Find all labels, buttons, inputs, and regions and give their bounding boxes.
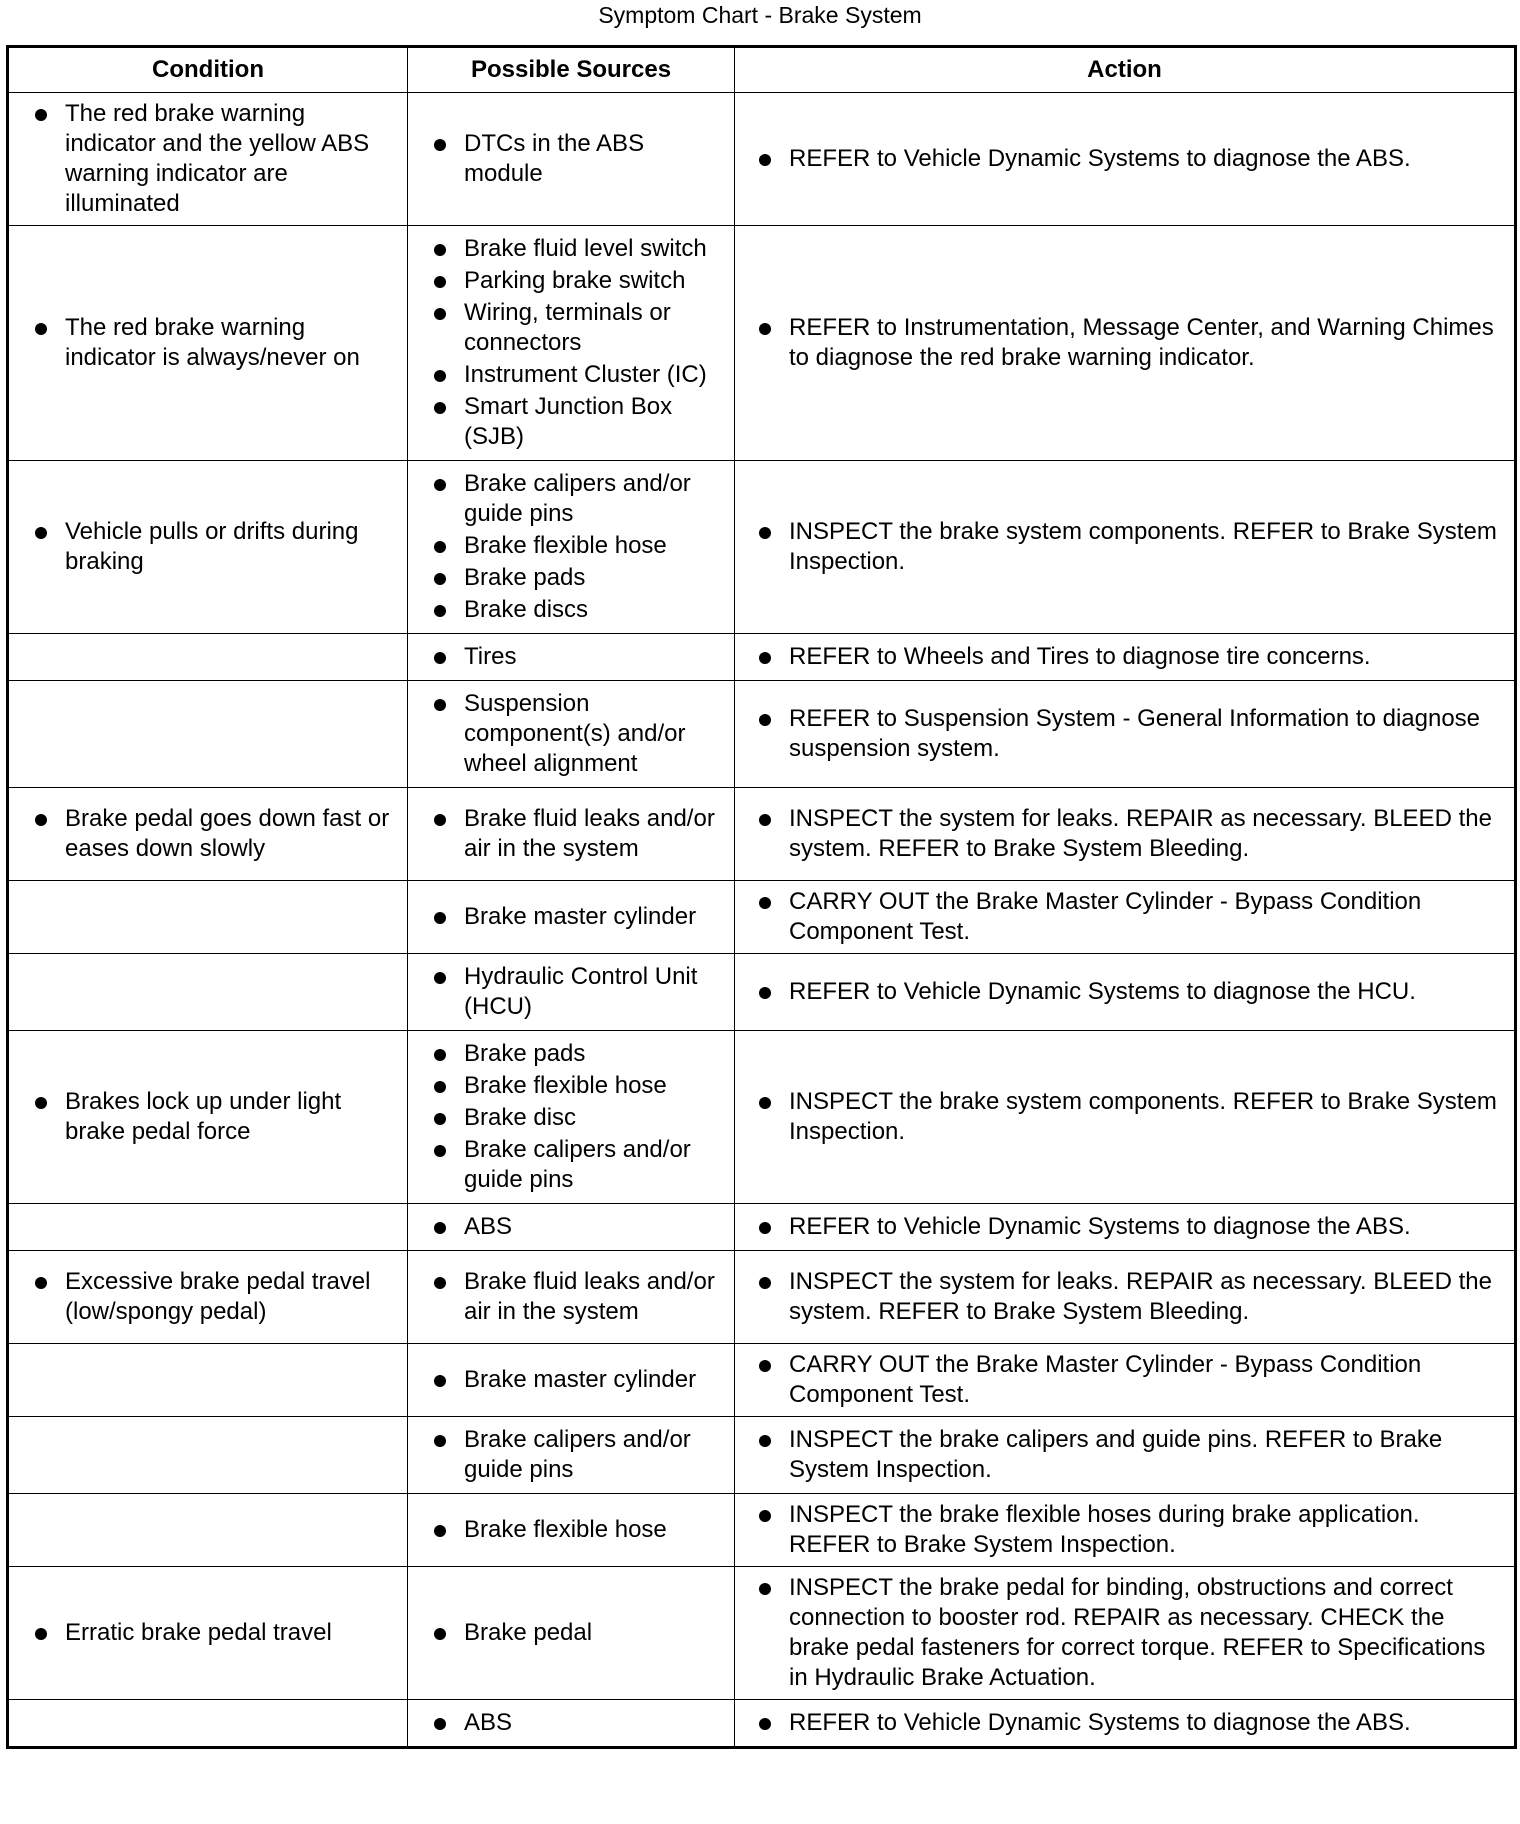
source-item: Brake pads <box>430 563 724 593</box>
table-row <box>8 634 1516 681</box>
condition-cell <box>8 881 408 954</box>
source-item: Brake flexible hose <box>430 1071 724 1101</box>
sources-list <box>430 962 724 1022</box>
sources-list <box>430 902 724 932</box>
sources-list <box>430 642 724 672</box>
sources-list <box>430 1267 724 1327</box>
header-possible-sources: Possible Sources <box>408 47 735 93</box>
table-row <box>8 881 1516 954</box>
action-text: REFER to Vehicle Dynamic Systems to diagnose the ABS. <box>755 1212 1500 1242</box>
sources-cell <box>408 1344 735 1417</box>
action-text: INSPECT the system for leaks. REPAIR as necessary. BLEED the system. REFER to Brake System Bleeding. <box>755 1267 1500 1327</box>
action-text: INSPECT the brake calipers and guide pins. REFER to Brake System Inspection. <box>755 1425 1500 1485</box>
table-body <box>8 93 1516 1748</box>
source-item: Brake master cylinder <box>430 902 724 932</box>
sources-cell <box>408 634 735 681</box>
source-item: Hydraulic Control Unit (HCU) <box>430 962 724 1022</box>
header-condition: Condition <box>8 47 408 93</box>
sources-cell <box>408 1567 735 1700</box>
action-cell <box>735 954 1516 1031</box>
sources-cell <box>408 1251 735 1344</box>
table-row <box>8 1567 1516 1700</box>
sources-cell <box>408 881 735 954</box>
table-row <box>8 1700 1516 1748</box>
action-text: INSPECT the brake pedal for binding, obstructions and correct connection to booster rod. REPAIR as necessary. CHECK the brake pedal fasteners for correct torque. REFER to Specifications in Hydraulic Brake Actuation. <box>755 1573 1500 1693</box>
action-text: REFER to Vehicle Dynamic Systems to diagnose the HCU. <box>755 977 1500 1007</box>
symptom-chart-table <box>6 45 1517 1749</box>
condition-text: Brakes lock up under light brake pedal force <box>31 1087 397 1147</box>
sources-cell <box>408 1494 735 1567</box>
condition-cell <box>8 681 408 788</box>
action-text: REFER to Wheels and Tires to diagnose tire concerns. <box>755 642 1500 672</box>
action-cell <box>735 1417 1516 1494</box>
page-title: Symptom Chart - Brake System <box>598 2 922 28</box>
sources-list <box>430 129 724 189</box>
condition-cell <box>8 1567 408 1700</box>
source-item: Brake disc <box>430 1103 724 1133</box>
source-item: ABS <box>430 1708 724 1738</box>
action-cell <box>735 681 1516 788</box>
source-item: Brake calipers and/or guide pins <box>430 469 724 529</box>
table-row <box>8 1204 1516 1251</box>
action-text: CARRY OUT the Brake Master Cylinder - Bypass Condition Component Test. <box>755 887 1500 947</box>
action-cell <box>735 1494 1516 1567</box>
table-row <box>8 1031 1516 1204</box>
sources-list <box>430 1039 724 1195</box>
sources-list <box>430 1365 724 1395</box>
sources-cell <box>408 93 735 226</box>
action-text: CARRY OUT the Brake Master Cylinder - Bypass Condition Component Test. <box>755 1350 1500 1410</box>
action-text: INSPECT the brake flexible hoses during brake application. REFER to Brake System Inspection. <box>755 1500 1500 1560</box>
sources-list <box>430 1212 724 1242</box>
condition-text: Erratic brake pedal travel <box>31 1618 397 1648</box>
source-item: Brake fluid level switch <box>430 234 724 264</box>
action-text: INSPECT the system for leaks. REPAIR as necessary. BLEED the system. REFER to Brake System Bleeding. <box>755 804 1500 864</box>
action-cell <box>735 93 1516 226</box>
sources-list <box>430 234 724 452</box>
condition-cell <box>8 226 408 461</box>
action-text: INSPECT the brake system components. REFER to Brake System Inspection. <box>755 1087 1500 1147</box>
table-row <box>8 93 1516 226</box>
source-item: Brake discs <box>430 595 724 625</box>
sources-cell <box>408 681 735 788</box>
source-item: Brake calipers and/or guide pins <box>430 1135 724 1195</box>
table-row <box>8 954 1516 1031</box>
condition-cell <box>8 461 408 634</box>
condition-text: Excessive brake pedal travel (low/spongy pedal) <box>31 1267 397 1327</box>
condition-text: The red brake warning indicator is always/never on <box>31 313 397 373</box>
header-row <box>8 47 1516 93</box>
sources-list <box>430 469 724 625</box>
table-row <box>8 1494 1516 1567</box>
source-item: Brake calipers and/or guide pins <box>430 1425 724 1485</box>
source-item: Instrument Cluster (IC) <box>430 360 724 390</box>
action-cell <box>735 226 1516 461</box>
condition-text: Vehicle pulls or drifts during braking <box>31 517 397 577</box>
source-item: ABS <box>430 1212 724 1242</box>
condition-cell <box>8 1417 408 1494</box>
sources-list <box>430 1618 724 1648</box>
table-row <box>8 681 1516 788</box>
table-row <box>8 461 1516 634</box>
action-cell <box>735 1031 1516 1204</box>
condition-cell <box>8 788 408 881</box>
action-text: REFER to Vehicle Dynamic Systems to diagnose the ABS. <box>755 1708 1500 1738</box>
sources-cell <box>408 1700 735 1748</box>
action-cell <box>735 1251 1516 1344</box>
source-item: Brake pads <box>430 1039 724 1069</box>
action-cell <box>735 881 1516 954</box>
sources-list <box>430 1515 724 1545</box>
header-action: Action <box>735 47 1516 93</box>
table-row <box>8 226 1516 461</box>
sources-cell <box>408 226 735 461</box>
source-item: Brake flexible hose <box>430 1515 724 1545</box>
action-text: REFER to Instrumentation, Message Center, and Warning Chimes to diagnose the red brake warning indicator. <box>755 313 1500 373</box>
sources-cell <box>408 954 735 1031</box>
sources-list <box>430 1708 724 1738</box>
condition-cell <box>8 634 408 681</box>
sources-list <box>430 689 724 779</box>
source-item: Suspension component(s) and/or wheel alignment <box>430 689 724 779</box>
condition-text: The red brake warning indicator and the yellow ABS warning indicator are illuminated <box>31 99 397 219</box>
action-cell <box>735 461 1516 634</box>
sources-cell <box>408 1031 735 1204</box>
source-item: Brake fluid leaks and/or air in the system <box>430 1267 724 1327</box>
source-item: Brake pedal <box>430 1618 724 1648</box>
action-cell <box>735 1344 1516 1417</box>
sources-cell <box>408 1204 735 1251</box>
source-item: DTCs in the ABS module <box>430 129 724 189</box>
table-row <box>8 1344 1516 1417</box>
condition-cell <box>8 954 408 1031</box>
source-item: Tires <box>430 642 724 672</box>
action-cell <box>735 788 1516 881</box>
action-text: REFER to Vehicle Dynamic Systems to diagnose the ABS. <box>755 144 1500 174</box>
sources-cell <box>408 461 735 634</box>
sources-list <box>430 1425 724 1485</box>
table-row <box>8 788 1516 881</box>
condition-cell <box>8 1204 408 1251</box>
table-row <box>8 1251 1516 1344</box>
action-cell <box>735 1204 1516 1251</box>
sources-cell <box>408 788 735 881</box>
condition-text: Brake pedal goes down fast or eases down slowly <box>31 804 397 864</box>
condition-cell <box>8 1494 408 1567</box>
source-item: Wiring, terminals or connectors <box>430 298 724 358</box>
source-item: Parking brake switch <box>430 266 724 296</box>
condition-cell <box>8 1031 408 1204</box>
source-item: Brake master cylinder <box>430 1365 724 1395</box>
condition-cell <box>8 93 408 226</box>
action-text: REFER to Suspension System - General Information to diagnose suspension system. <box>755 704 1500 764</box>
condition-cell <box>8 1344 408 1417</box>
source-item: Brake flexible hose <box>430 531 724 561</box>
sources-cell <box>408 1417 735 1494</box>
source-item: Smart Junction Box (SJB) <box>430 392 724 452</box>
action-text: INSPECT the brake system components. REFER to Brake System Inspection. <box>755 517 1500 577</box>
sources-list <box>430 804 724 864</box>
action-cell <box>735 634 1516 681</box>
table-row <box>8 1417 1516 1494</box>
action-cell <box>735 1700 1516 1748</box>
condition-cell <box>8 1251 408 1344</box>
source-item: Brake fluid leaks and/or air in the system <box>430 804 724 864</box>
condition-cell <box>8 1700 408 1748</box>
action-cell <box>735 1567 1516 1700</box>
